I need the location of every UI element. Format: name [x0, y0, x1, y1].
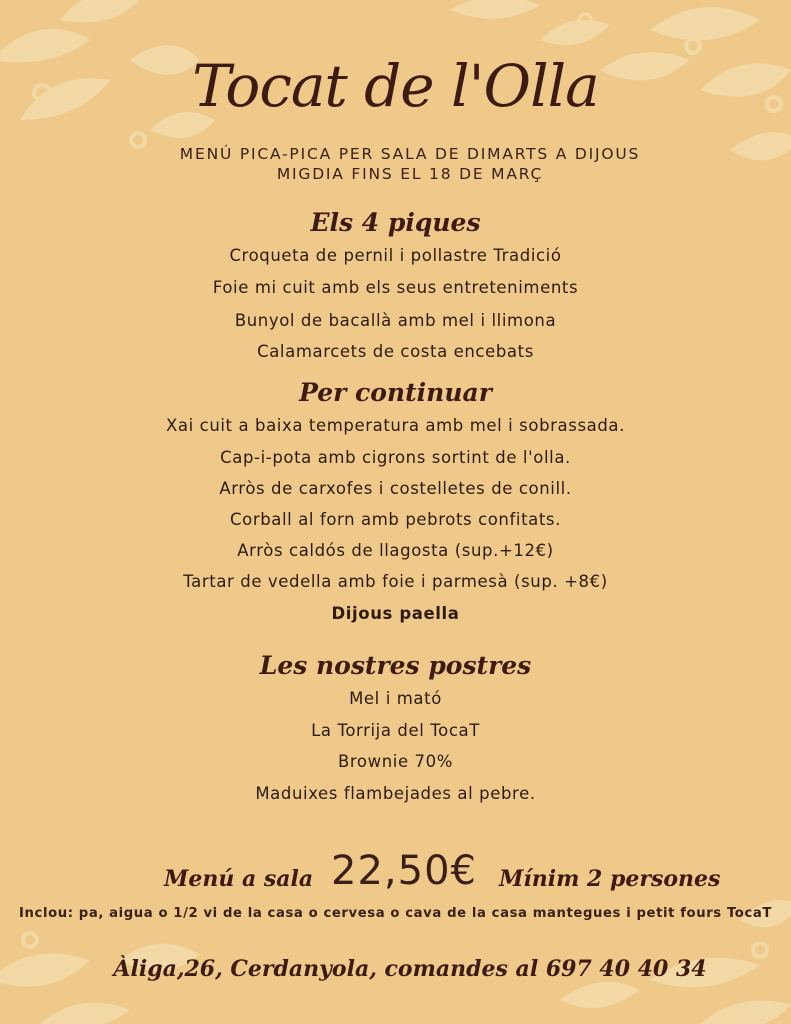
menu-item: Calamarcets de costa encebats: [257, 342, 534, 361]
menu-label: Menú a sala: [164, 866, 314, 892]
minimum-persons: Mínim 2 persones: [499, 866, 721, 892]
menu-item: Mel i mató: [349, 689, 442, 708]
menu-item: Maduixes flambejades al pebre.: [255, 784, 536, 803]
menu-item: La Torrija del TocaT: [311, 721, 480, 740]
menu-item-highlight: Dijous paella: [331, 604, 460, 623]
menu-item: Tartar de vedella amb foie i parmesà (sup. +8€): [183, 572, 608, 591]
menu-item: Xai cuit a baixa temperatura amb mel i sobrassada.: [166, 416, 625, 435]
menu-item: Brownie 70%: [337, 752, 454, 771]
included-items: Inclou: pa, aigua o 1/2 vi de la casa o cervesa o cava de la casa mantegues i petit fours TocaT: [19, 906, 772, 921]
section-heading-starters: Els 4 piques: [310, 208, 481, 237]
subtitle-line-1: MENÚ PICA-PICA PER SALA DE DIMARTS A DIJOUS: [179, 145, 641, 163]
subtitle-line-2: MIGDIA FINS EL 18 DE MARÇ: [276, 165, 544, 183]
section-heading-desserts: Les nostres postres: [259, 651, 532, 680]
section-heading-mains: Per continuar: [299, 378, 492, 407]
menu-item: Bunyol de bacallà amb mel i llimona: [234, 311, 557, 330]
menu-item: Corball al forn amb pebrots confitats.: [230, 510, 561, 529]
address-and-phone: Àliga,26, Cerdanyola, comandes al 697 40 40 34: [113, 956, 707, 982]
menu-item: Cap-i-pota amb cigrons sortint de l'olla.: [220, 448, 571, 467]
menu-price: 22,50€: [331, 848, 477, 894]
price-row: [0, 846, 791, 896]
restaurant-title: Tocat de l'Olla: [192, 52, 599, 120]
menu-item: Croqueta de pernil i pollastre Tradició: [229, 246, 562, 265]
menu-subtitle: [0, 144, 791, 184]
menu-item: Arròs caldós de llagosta (sup.+12€): [237, 541, 554, 560]
menu-item: Foie mi cuit amb els seus entreteniments: [212, 278, 579, 297]
menu-item: Arròs de carxofes i costelletes de conill.: [219, 479, 572, 498]
